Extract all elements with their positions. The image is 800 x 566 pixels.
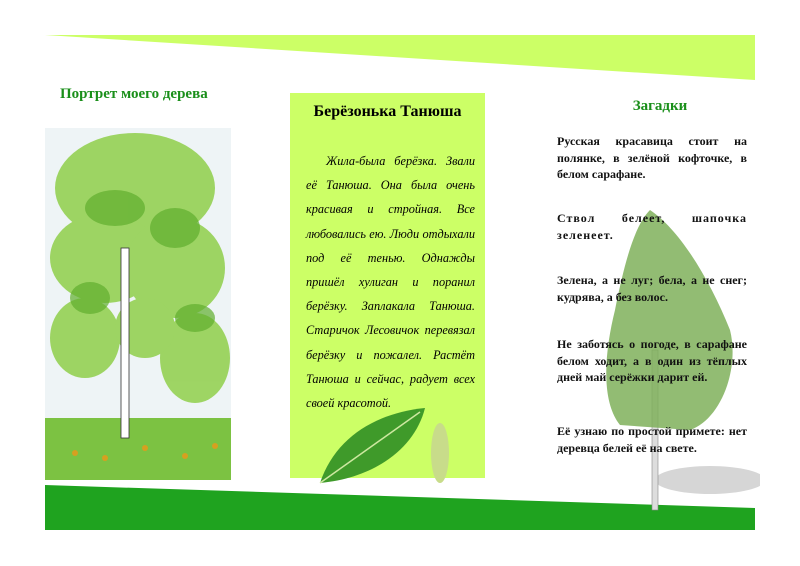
riddle-4: Не заботясь о погоде, в сарафане белом ходит, а в один из тёплых дней май серёжки дарит ей.: [557, 337, 747, 384]
riddle-1: Русская красавица стоит на полянке, в зелёной кофточке, в белом сарафане.: [557, 134, 747, 181]
top-band: [45, 35, 755, 80]
riddles-title: Загадки: [632, 98, 688, 114]
portrait-title: Портрет моего дерева: [60, 86, 208, 102]
riddle-3: Зелена, а не луг; бела, а не снег; кудрява, а без волос.: [557, 273, 747, 304]
child-tree-painting: [45, 128, 231, 480]
riddle-2: Ствол белеет, шапочка зеленеет.: [557, 211, 747, 242]
birch-leaf-image: [315, 398, 455, 488]
riddle-5: Её узнаю по простой примете: нет деревца белей её на свете.: [557, 424, 747, 455]
story-title: Берёзонька Танюша: [313, 103, 462, 120]
story-text: Жила-была берёзка. Звали её Танюша. Она была очень красивая и стройная. Все любовались ею. Люди отдыхали под её тенью. Однажды пришёл хулиган и поранил берёзку. Заплакала Танюша. Старичок Лесовичок перевязал берёзку и пожалел. Растёт Танюша и сейчас, радует всех своей красотой.: [306, 154, 475, 411]
story-panel: [290, 93, 485, 478]
